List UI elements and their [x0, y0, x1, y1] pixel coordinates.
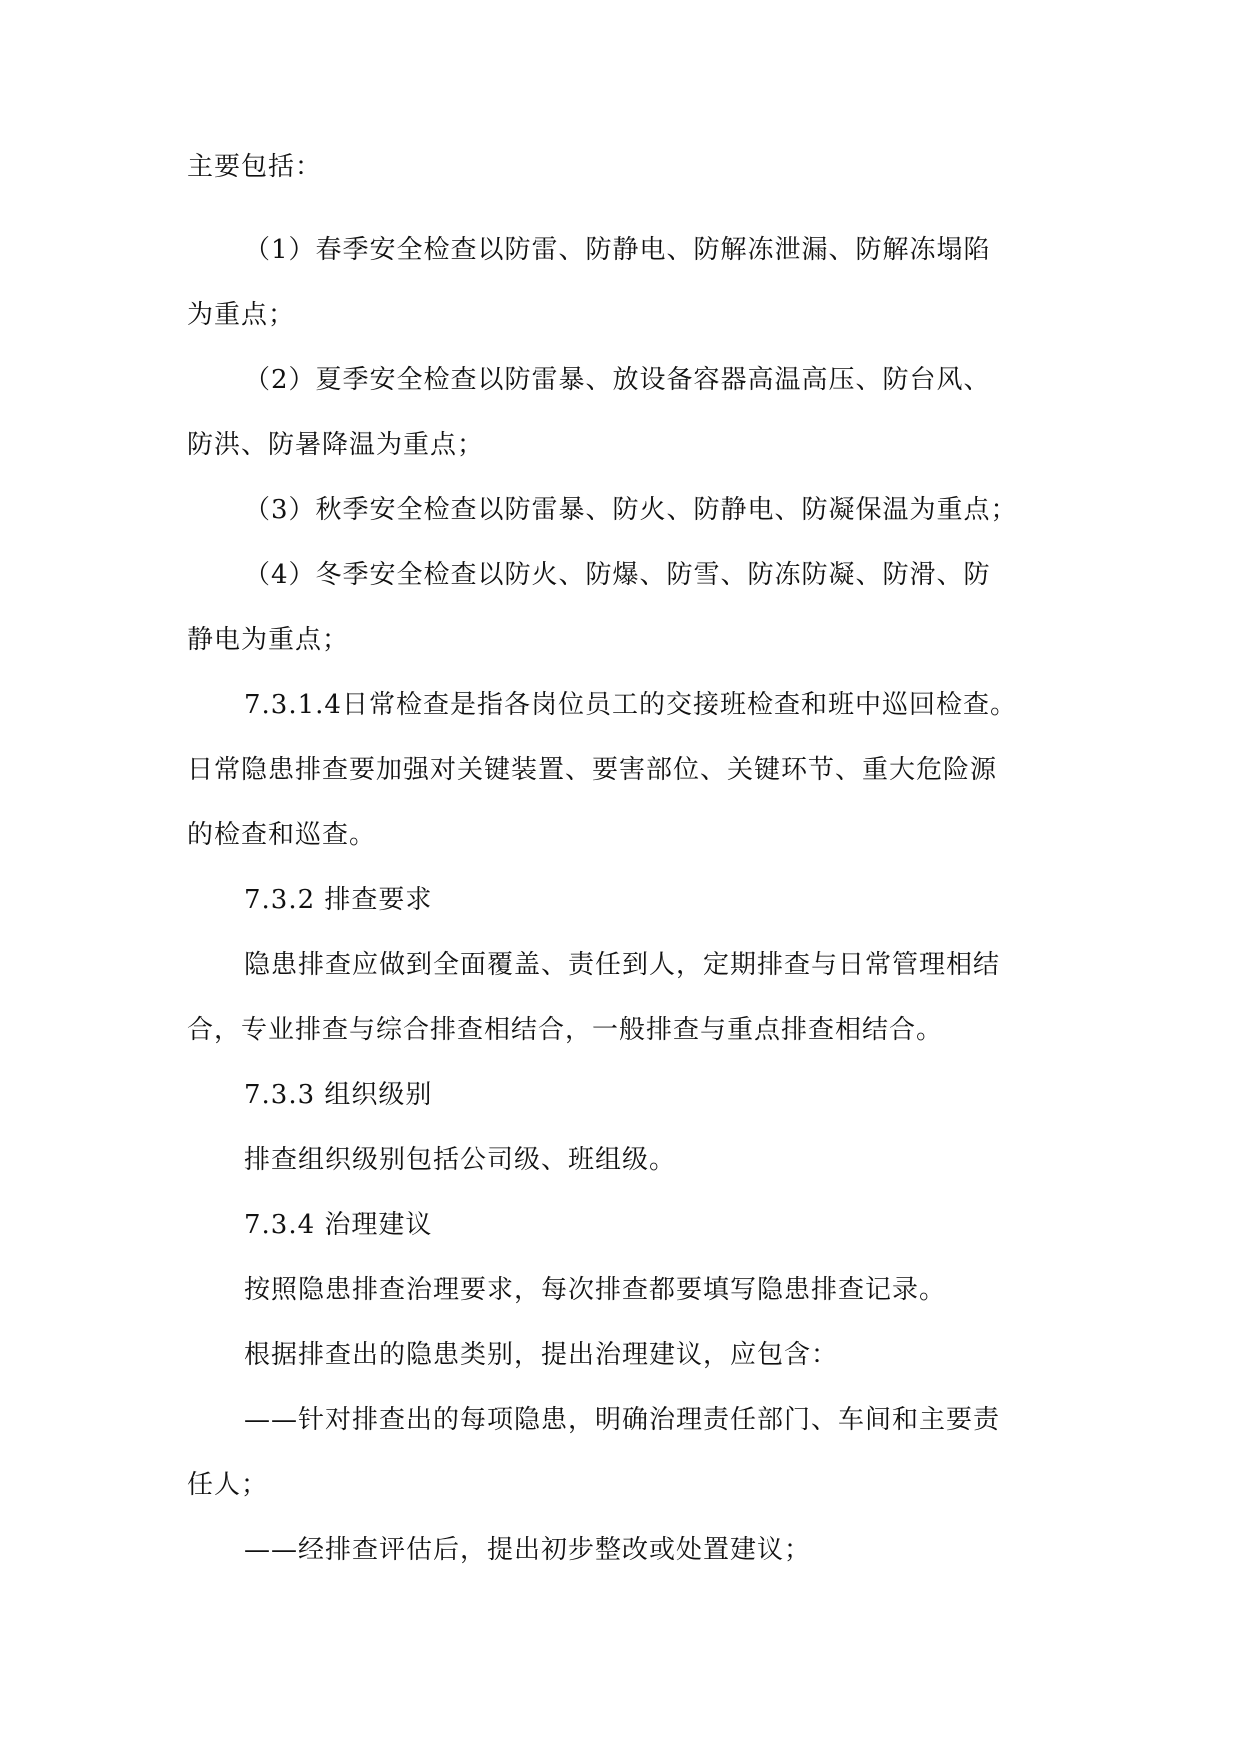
text-line-requirements: 隐患排查应做到全面覆盖、责任到人，定期排查与日常管理相结: [244, 950, 1001, 980]
section-heading-7-3-3: 7.3.3 组织级别: [244, 1080, 433, 1110]
text-line-org-level: 排查组织级别包括公司级、班组级。: [244, 1145, 677, 1175]
text-line-daily-check: 7.3.1.4日常检查是指各岗位员工的交接班检查和班中巡回检查。: [244, 690, 1017, 720]
text-line-scope-intro: 主要包括：: [187, 152, 323, 182]
text-line-daily-check-cont1: 日常隐患排查要加强对关键装置、要害部位、关键环节、重大危险源: [187, 755, 998, 785]
text-line-responsibility: ——针对排查出的每项隐患，明确治理责任部门、车间和主要责: [244, 1405, 1001, 1435]
text-line-rectification: ——经排查评估后，提出初步整改或处置建议；: [244, 1535, 812, 1565]
text-line-daily-check-cont2: 的检查和巡查。: [187, 820, 377, 850]
text-line-summer-check-cont: 防洪、防暑降温为重点；: [187, 430, 485, 460]
text-line-suggestions: 根据排查出的隐患类别，提出治理建议，应包含：: [244, 1340, 839, 1370]
text-line-autumn-check: （3）秋季安全检查以防雷暴、防火、防静电、防凝保温为重点；: [244, 495, 1018, 525]
section-heading-7-3-2: 7.3.2 排查要求: [244, 885, 433, 915]
text-line-spring-check: （1）春季安全检查以防雷、防静电、防解冻泄漏、防解冻塌陷: [244, 235, 991, 265]
text-line-record: 按照隐患排查治理要求，每次排查都要填写隐患排查记录。: [244, 1275, 947, 1305]
text-line-winter-check: （4）冬季安全检查以防火、防爆、防雪、防冻防凝、防滑、防: [244, 560, 991, 590]
section-heading-7-3-4: 7.3.4 治理建议: [244, 1210, 433, 1240]
text-line-summer-check: （2）夏季安全检查以防雷暴、放设备容器高温高压、防台风、: [244, 365, 991, 395]
text-line-responsibility-cont: 任人；: [187, 1470, 269, 1500]
text-line-spring-check-cont: 为重点；: [187, 300, 296, 330]
text-line-requirements-cont: 合，专业排查与综合排查相结合，一般排查与重点排查相结合。: [187, 1015, 944, 1045]
text-line-winter-check-cont: 静电为重点；: [187, 625, 350, 655]
